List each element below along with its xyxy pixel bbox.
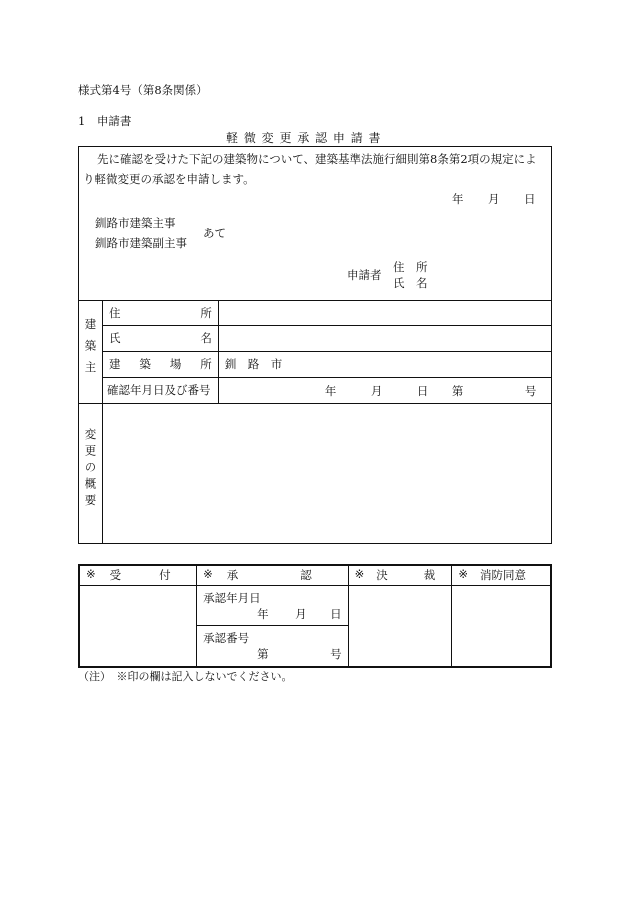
reception-stamp-field[interactable] <box>79 585 197 667</box>
application-table <box>78 146 552 544</box>
fire-mark: ※ <box>458 567 469 582</box>
confirm-label: 確認年月日及び番号 <box>106 383 211 398</box>
confirm-field[interactable] <box>218 377 551 403</box>
builder-address-field[interactable] <box>218 301 551 326</box>
applicant-address-label: 住 所 <box>393 260 428 274</box>
approval-number-label: 承認番号 <box>203 630 250 645</box>
approval-date-day: 日 <box>330 606 342 621</box>
section-heading: 1 申請書 <box>78 114 132 128</box>
confirm-day: 日 <box>416 383 429 398</box>
applicant-name-label: 氏 名 <box>393 276 428 290</box>
applicant-label: 申請者 <box>347 268 382 282</box>
header-decision <box>348 565 452 585</box>
reception-mark: ※ <box>86 567 96 582</box>
decision-a: 決 <box>376 568 388 583</box>
builder-name-field[interactable] <box>218 326 551 351</box>
recipient-chief: 釧路市建築主事 <box>95 216 176 230</box>
change-summary-field[interactable] <box>102 403 551 543</box>
builder-side-label-cell <box>79 301 103 403</box>
recipient-suffix: あて <box>203 226 226 240</box>
confirm-month: 月 <box>370 383 383 398</box>
approval-number-prefix: 第 <box>257 646 269 661</box>
footnote: （注） ※印の欄は記入しないでください。 <box>78 670 293 683</box>
site-field[interactable] <box>218 351 551 377</box>
header-approval <box>197 565 348 585</box>
approval-date-month: 月 <box>295 606 307 621</box>
change-side-label: 変更の概要 <box>83 427 98 511</box>
site-label-3: 場 <box>169 357 182 372</box>
approval-date-year: 年 <box>257 606 269 621</box>
site-label-4: 所 <box>200 357 212 372</box>
site-label-cell <box>102 351 218 377</box>
approval-details-cell <box>197 585 348 667</box>
decision-stamp-field[interactable] <box>348 585 452 667</box>
form-number: 様式第4号（第8条関係） <box>78 83 208 97</box>
fire-consent-stamp-field[interactable] <box>452 585 551 667</box>
builder-name-label-b: 名 <box>200 331 212 346</box>
change-side-label-cell <box>79 403 103 543</box>
form-title: 軽 微 変 更 承 認 申 請 書 <box>226 131 382 145</box>
approval-date-area[interactable] <box>197 586 347 626</box>
fire-a: 消防同意 <box>480 568 527 583</box>
builder-address-label-cell <box>102 301 218 326</box>
confirm-year: 年 <box>324 383 337 398</box>
date-day: 日 <box>524 192 536 206</box>
header-fire-consent <box>452 565 551 585</box>
approval-a: 承 <box>226 568 239 583</box>
application-statement-cell <box>79 147 552 301</box>
date-month: 月 <box>488 192 500 206</box>
builder-address-label-a: 住 <box>108 306 121 321</box>
confirm-label-cell <box>102 377 218 403</box>
site-label-1: 建 <box>108 357 121 372</box>
builder-name-label-cell <box>102 326 218 351</box>
decision-b: 裁 <box>423 568 436 583</box>
builder-address-label-b: 所 <box>200 306 212 321</box>
approval-mark: ※ <box>203 567 213 582</box>
reception-b: 付 <box>159 568 171 583</box>
approval-number-area[interactable] <box>197 626 347 666</box>
recipient-deputy: 釧路市建築副主事 <box>95 236 187 250</box>
header-reception <box>79 565 197 585</box>
builder-name-label-a: 氏 <box>108 331 121 346</box>
approval-number-suffix: 号 <box>330 646 342 661</box>
statement-line-2: り軽微変更の承認を申請します。 <box>83 172 255 186</box>
decision-mark: ※ <box>354 567 365 582</box>
statement-line-1: 先に確認を受けた下記の建築物について、建築基準法施行細則第8条第2項の規定によ <box>97 152 537 166</box>
site-city: 釧 路 市 <box>224 357 283 372</box>
builder-side-label: 建築主 <box>83 318 98 383</box>
confirm-no-prefix: 第 <box>451 383 464 398</box>
confirm-no-suffix: 号 <box>524 383 537 398</box>
date-year: 年 <box>452 192 464 206</box>
reception-a: 受 <box>109 568 122 583</box>
site-label-2: 築 <box>139 357 151 372</box>
approval-date-label: 承認年月日 <box>203 590 261 605</box>
approval-b: 認 <box>300 568 312 583</box>
office-use-table <box>78 564 552 668</box>
